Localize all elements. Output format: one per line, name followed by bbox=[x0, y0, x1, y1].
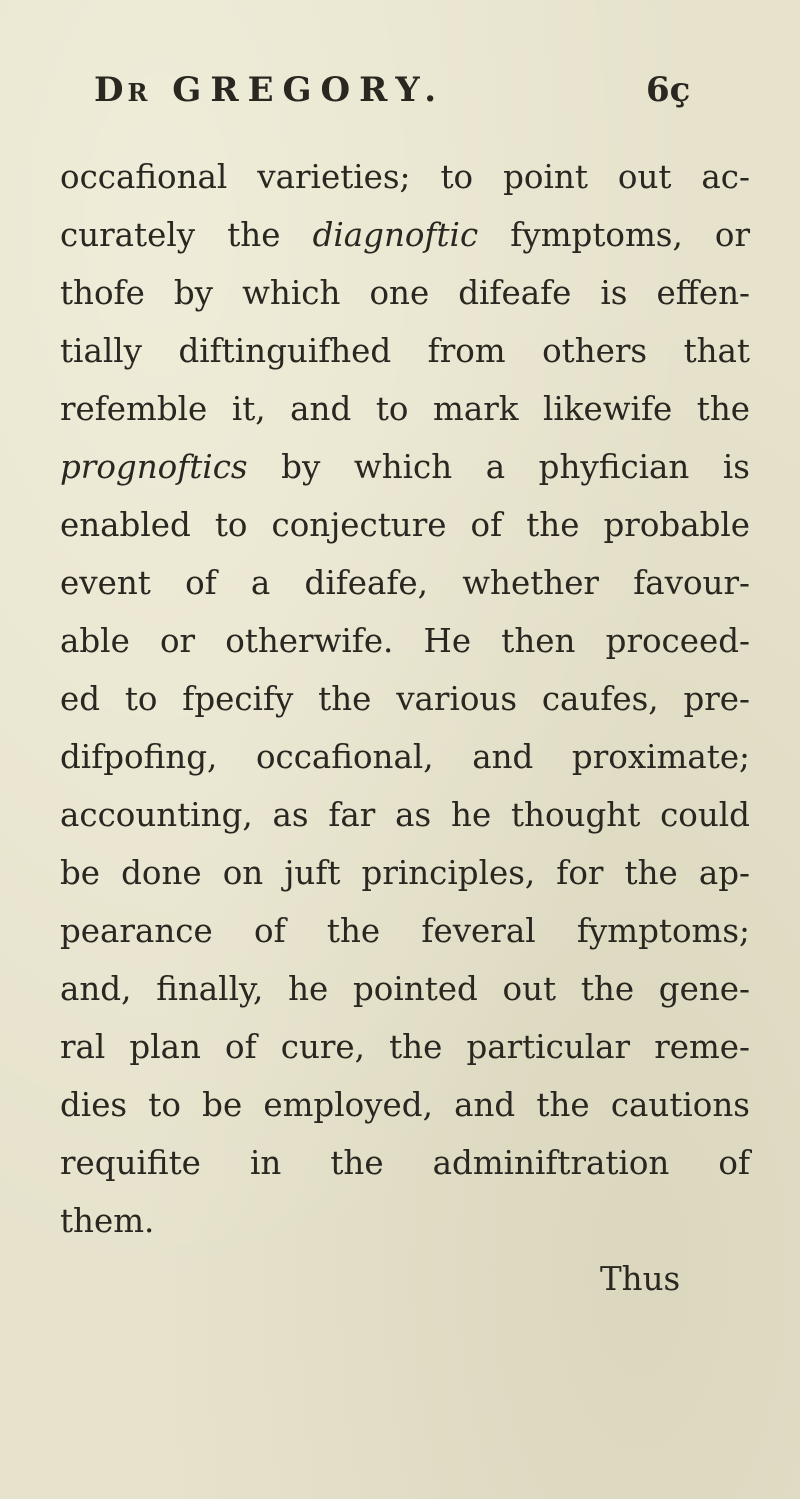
text-run: tially diftinguifhed from others that bbox=[60, 332, 750, 370]
running-head bbox=[94, 70, 691, 114]
text-run: dies to be employed, and the cautions bbox=[60, 1086, 750, 1124]
running-head-name: GREGORY. bbox=[172, 70, 446, 110]
text-run: thofe by which one difeafe is effen- bbox=[60, 274, 750, 312]
italic-term: diagnoftic bbox=[312, 216, 479, 254]
text-line bbox=[60, 322, 750, 380]
text-run: requifite in the adminiftration of bbox=[60, 1144, 750, 1182]
text-run: difpofing, occafional, and proximate; bbox=[60, 738, 750, 776]
text-line bbox=[60, 148, 750, 206]
text-line bbox=[60, 1076, 750, 1134]
text-line bbox=[60, 960, 750, 1018]
running-head-prefix bbox=[94, 70, 151, 110]
text-run: refemble it, and to mark likewife the bbox=[60, 390, 750, 428]
text-run: curately the bbox=[60, 216, 313, 254]
text-run: occafional varieties; to point out ac- bbox=[60, 158, 750, 196]
text-run: ed to fpecify the various caufes, pre- bbox=[60, 680, 750, 718]
text-line bbox=[60, 554, 750, 612]
text-run: accounting, as far as he thought could bbox=[60, 796, 750, 834]
text-run: and, finally, he pointed out the gene- bbox=[60, 970, 750, 1008]
text-run: able or otherwife. He then proceed- bbox=[60, 622, 750, 660]
text-line bbox=[60, 1192, 750, 1250]
text-line bbox=[60, 786, 750, 844]
text-run: be done on juft principles, for the ap- bbox=[60, 854, 750, 892]
text-line bbox=[60, 380, 750, 438]
text-line bbox=[60, 670, 750, 728]
text-line bbox=[60, 206, 750, 264]
text-run: fymptoms, or bbox=[478, 216, 751, 254]
running-head-prefix-small: R bbox=[127, 78, 152, 107]
text-line bbox=[60, 1018, 750, 1076]
italic-term: prognoftics bbox=[60, 448, 248, 486]
text-line bbox=[60, 264, 750, 322]
text-line bbox=[60, 612, 750, 670]
text-run: by which a phyfician is bbox=[247, 448, 750, 486]
text-run: event of a difeafe, whether favour- bbox=[60, 564, 750, 602]
text-run: pearance of the feveral fymptoms; bbox=[60, 912, 750, 950]
text-line bbox=[60, 496, 750, 554]
page-number: 6ç bbox=[646, 70, 691, 110]
text-run: ral plan of cure, the particular reme- bbox=[60, 1028, 750, 1066]
text-line bbox=[60, 1134, 750, 1192]
text-run: them. bbox=[60, 1202, 155, 1240]
running-head-prefix-letter: D bbox=[94, 70, 128, 110]
text-line bbox=[60, 844, 750, 902]
text-line bbox=[60, 728, 750, 786]
catchword: Thus bbox=[600, 1260, 681, 1298]
body-text bbox=[60, 148, 750, 1250]
text-line bbox=[60, 902, 750, 960]
text-line bbox=[60, 438, 750, 496]
text-run: enabled to conjecture of the probable bbox=[60, 506, 750, 544]
